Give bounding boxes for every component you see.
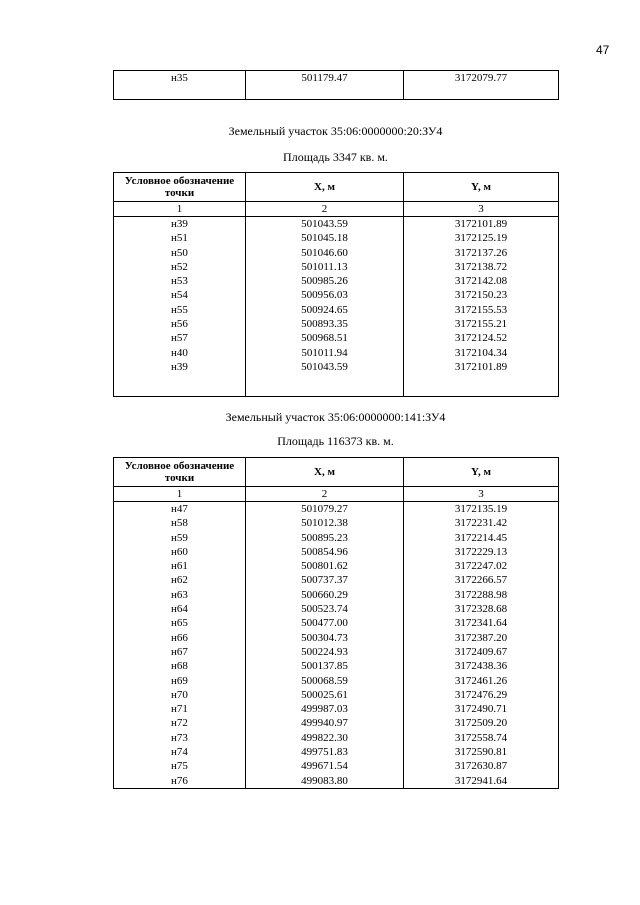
table-row <box>114 674 559 688</box>
y-cell: 3172079.77 <box>404 71 559 100</box>
table-row <box>114 616 559 630</box>
x-header: X, м <box>246 458 404 487</box>
table-row <box>114 602 559 616</box>
section-title: Земельный участок 35:06:0000000:20:ЗУ4 <box>228 124 443 138</box>
point-cell: н65 <box>114 616 246 630</box>
coordinates-table-1 <box>113 172 559 397</box>
header-row <box>114 173 559 202</box>
y-cell: 3172558.74 <box>404 731 559 745</box>
y-cell: 3172266.57 <box>404 573 559 587</box>
point-cell: н35 <box>114 71 246 100</box>
point-cell: н39 <box>114 360 246 374</box>
point-cell: н60 <box>114 545 246 559</box>
point-cell: н52 <box>114 260 246 274</box>
point-cell: н70 <box>114 688 246 702</box>
table-row <box>114 702 559 716</box>
table-row <box>114 288 559 302</box>
point-cell: н56 <box>114 317 246 331</box>
y-cell: 3172142.08 <box>404 274 559 288</box>
table-row <box>114 71 559 100</box>
point-cell: н68 <box>114 659 246 673</box>
column-number-row <box>114 487 559 502</box>
page-number: 47 <box>596 43 610 57</box>
point-cell: н55 <box>114 303 246 317</box>
point-cell: н59 <box>114 531 246 545</box>
point-cell: н61 <box>114 559 246 573</box>
y-cell: 3172137.26 <box>404 246 559 260</box>
y-cell: 3172438.36 <box>404 659 559 673</box>
x-cell: 501079.27 <box>246 502 404 517</box>
table-row <box>114 588 559 602</box>
table-row <box>114 645 559 659</box>
point-cell: н54 <box>114 288 246 302</box>
table-row <box>114 317 559 331</box>
table-row <box>114 331 559 345</box>
table-body <box>114 502 559 789</box>
y-cell: 3172328.68 <box>404 602 559 616</box>
x-cell: 501046.60 <box>246 246 404 260</box>
point-cell: н71 <box>114 702 246 716</box>
y-cell: 3172490.71 <box>404 702 559 716</box>
table-row <box>114 260 559 274</box>
table-row <box>114 217 559 232</box>
spacer-cell <box>404 374 559 396</box>
column-number: 1 <box>114 202 246 217</box>
y-cell: 3172630.87 <box>404 759 559 773</box>
table-row <box>114 774 559 789</box>
x-cell: 500224.93 <box>246 645 404 659</box>
point-cell: н75 <box>114 759 246 773</box>
table-row <box>114 759 559 773</box>
column-number-row <box>114 202 559 217</box>
y-cell: 3172229.13 <box>404 545 559 559</box>
y-cell: 3172341.64 <box>404 616 559 630</box>
point-cell: н74 <box>114 745 246 759</box>
point-cell: н72 <box>114 716 246 730</box>
y-cell: 3172101.89 <box>404 217 559 232</box>
point-cell: н73 <box>114 731 246 745</box>
x-cell: 499751.83 <box>246 745 404 759</box>
y-cell: 3172590.81 <box>404 745 559 759</box>
x-cell: 500985.26 <box>246 274 404 288</box>
table-row <box>114 360 559 374</box>
section-title: Земельный участок 35:06:0000000:141:ЗУ4 <box>225 410 446 424</box>
table-row <box>114 688 559 702</box>
column-number: 3 <box>404 202 559 217</box>
table-row <box>114 559 559 573</box>
x-header: X, м <box>246 173 404 202</box>
table-row <box>114 303 559 317</box>
x-cell: 500893.35 <box>246 317 404 331</box>
y-cell: 3172138.72 <box>404 260 559 274</box>
table-row <box>114 716 559 730</box>
y-cell: 3172231.42 <box>404 516 559 530</box>
x-cell: 500304.73 <box>246 631 404 645</box>
y-cell: 3172509.20 <box>404 716 559 730</box>
x-cell: 500924.65 <box>246 303 404 317</box>
x-cell: 501043.59 <box>246 217 404 232</box>
x-cell: 499671.54 <box>246 759 404 773</box>
y-cell: 3172155.53 <box>404 303 559 317</box>
point-cell: н62 <box>114 573 246 587</box>
x-cell: 500068.59 <box>246 674 404 688</box>
x-cell: 500854.96 <box>246 545 404 559</box>
x-cell: 500025.61 <box>246 688 404 702</box>
table-row-spacer <box>114 374 559 396</box>
point-cell: н69 <box>114 674 246 688</box>
y-cell: 3172409.67 <box>404 645 559 659</box>
y-cell: 3172387.20 <box>404 631 559 645</box>
table-body <box>114 217 559 397</box>
table-row <box>114 274 559 288</box>
point-header: Условное обозначение точки <box>114 173 246 202</box>
point-header: Условное обозначение точки <box>114 458 246 487</box>
coordinates-table-2 <box>113 457 559 789</box>
y-cell: 3172155.21 <box>404 317 559 331</box>
column-number: 3 <box>404 487 559 502</box>
column-number: 2 <box>246 202 404 217</box>
section-area: Площадь 116373 кв. м. <box>277 434 394 448</box>
y-cell: 3172461.26 <box>404 674 559 688</box>
table-row <box>114 502 559 517</box>
table-row <box>114 531 559 545</box>
table-row <box>114 573 559 587</box>
x-cell: 500523.74 <box>246 602 404 616</box>
y-header: Y, м <box>404 173 559 202</box>
point-cell: н57 <box>114 331 246 345</box>
y-cell: 3172124.52 <box>404 331 559 345</box>
x-cell: 501045.18 <box>246 231 404 245</box>
column-number: 2 <box>246 487 404 502</box>
x-cell: 500477.00 <box>246 616 404 630</box>
table-row <box>114 231 559 245</box>
x-cell: 500801.62 <box>246 559 404 573</box>
point-cell: н51 <box>114 231 246 245</box>
x-cell: 501011.13 <box>246 260 404 274</box>
point-cell: н58 <box>114 516 246 530</box>
y-cell: 3172941.64 <box>404 774 559 789</box>
point-cell: н67 <box>114 645 246 659</box>
x-cell: 501179.47 <box>246 71 404 100</box>
spacer-cell <box>246 374 404 396</box>
x-cell: 500137.85 <box>246 659 404 673</box>
y-cell: 3172101.89 <box>404 360 559 374</box>
table-row <box>114 346 559 360</box>
column-number: 1 <box>114 487 246 502</box>
x-cell: 501012.38 <box>246 516 404 530</box>
point-cell: н66 <box>114 631 246 645</box>
y-cell: 3172104.34 <box>404 346 559 360</box>
table-row <box>114 731 559 745</box>
x-cell: 501043.59 <box>246 360 404 374</box>
table-row <box>114 745 559 759</box>
point-cell: н50 <box>114 246 246 260</box>
y-cell: 3172476.29 <box>404 688 559 702</box>
y-cell: 3172214.45 <box>404 531 559 545</box>
table-row <box>114 631 559 645</box>
x-cell: 501011.94 <box>246 346 404 360</box>
x-cell: 500895.23 <box>246 531 404 545</box>
x-cell: 500737.37 <box>246 573 404 587</box>
header-row <box>114 458 559 487</box>
y-cell: 3172135.19 <box>404 502 559 517</box>
x-cell: 499083.80 <box>246 774 404 789</box>
y-cell: 3172288.98 <box>404 588 559 602</box>
table-row <box>114 246 559 260</box>
x-cell: 500968.51 <box>246 331 404 345</box>
x-cell: 499987.03 <box>246 702 404 716</box>
continuation-table <box>113 70 559 100</box>
table-row <box>114 545 559 559</box>
spacer-cell <box>114 374 246 396</box>
point-cell: н39 <box>114 217 246 232</box>
y-cell: 3172247.02 <box>404 559 559 573</box>
y-cell: 3172150.23 <box>404 288 559 302</box>
y-header: Y, м <box>404 458 559 487</box>
point-cell: н63 <box>114 588 246 602</box>
y-cell: 3172125.19 <box>404 231 559 245</box>
table-row <box>114 659 559 673</box>
x-cell: 500660.29 <box>246 588 404 602</box>
x-cell: 500956.03 <box>246 288 404 302</box>
point-cell: н53 <box>114 274 246 288</box>
point-cell: н76 <box>114 774 246 789</box>
x-cell: 499822.30 <box>246 731 404 745</box>
x-cell: 499940.97 <box>246 716 404 730</box>
table-row <box>114 516 559 530</box>
point-cell: н64 <box>114 602 246 616</box>
section-area: Площадь 3347 кв. м. <box>283 150 388 164</box>
point-cell: н40 <box>114 346 246 360</box>
point-cell: н47 <box>114 502 246 517</box>
